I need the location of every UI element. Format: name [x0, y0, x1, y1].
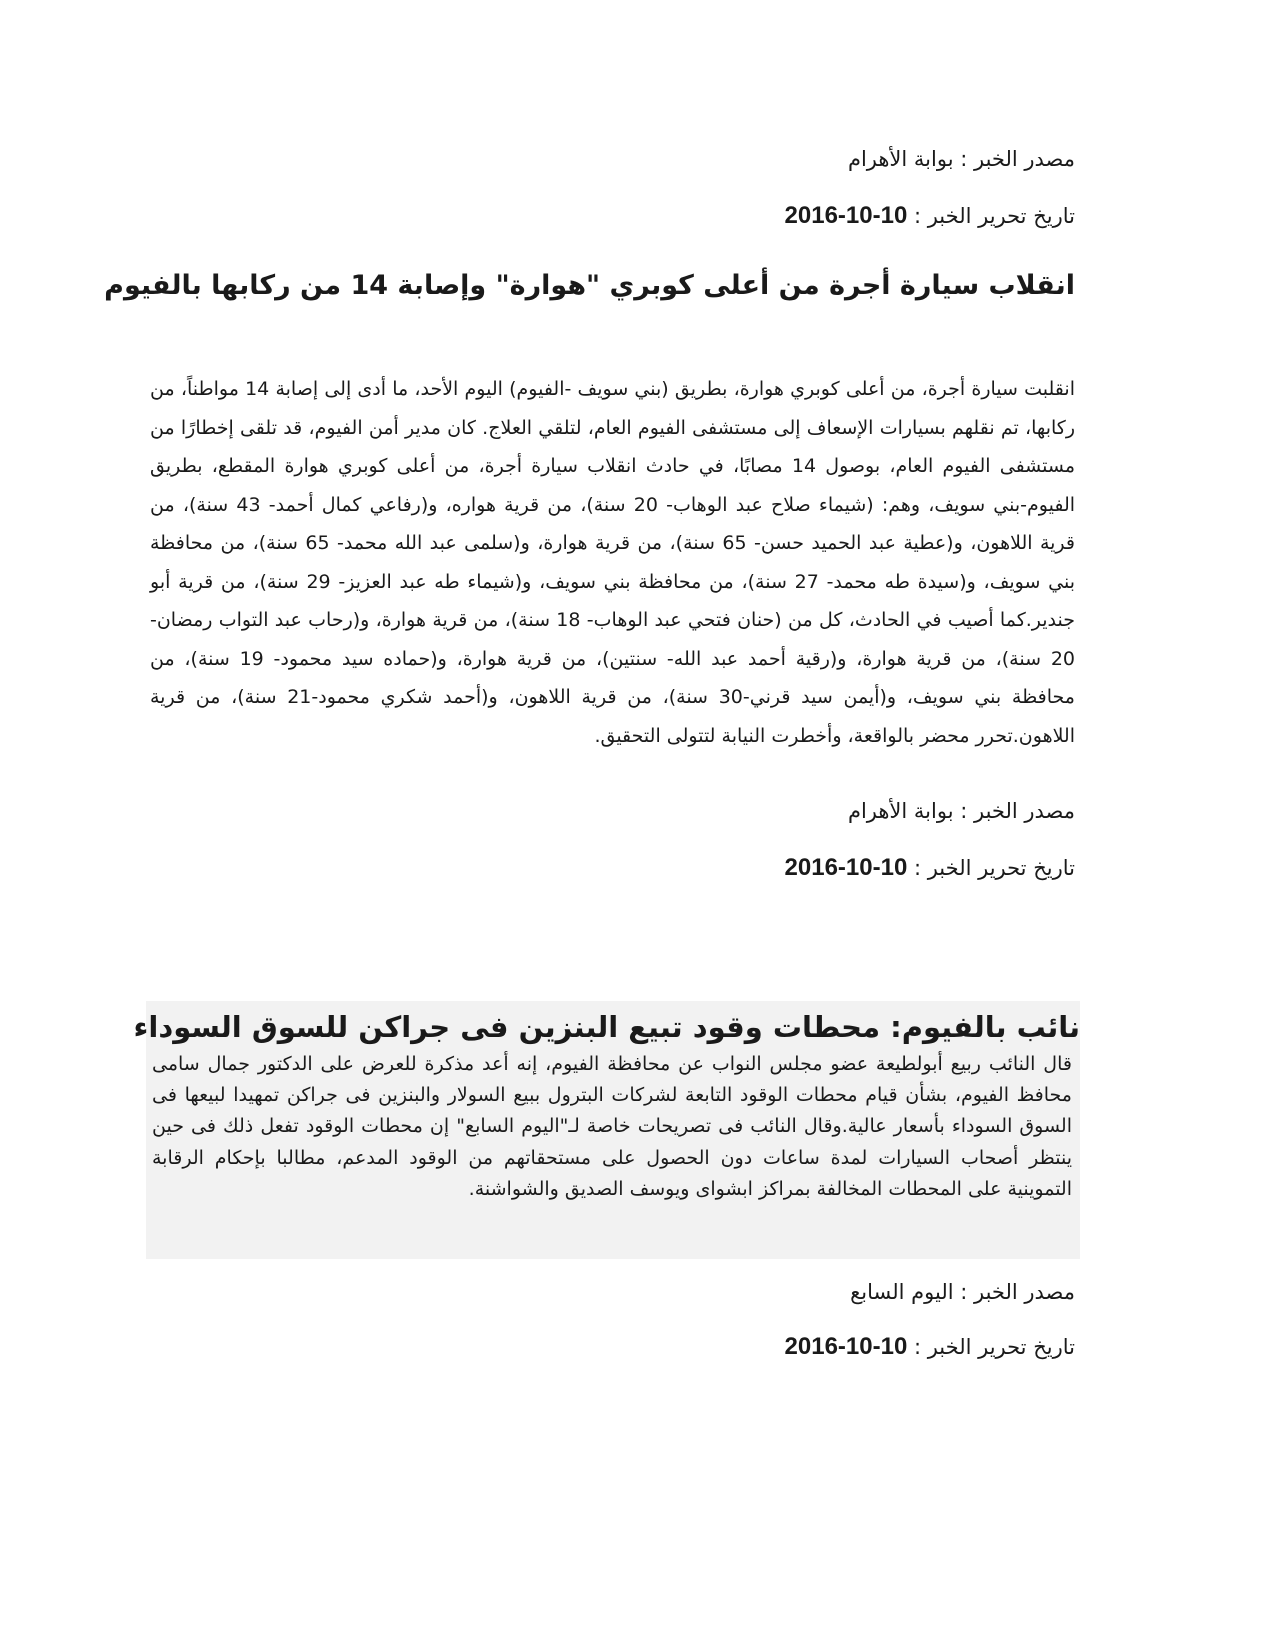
article1-date-line [785, 202, 1075, 230]
article2-box [133, 1001, 1080, 1259]
article2-footer-date-line [785, 1333, 1075, 1361]
article1-body: انقلبت سيارة أجرة، من أعلى كوبري هوارة، بطريق (بني سويف -الفيوم) اليوم الأحد، ما أدى إلى إصابة 14 مواطناً، من ركابها، تم نقلهم بسيارات الإسعاف إلى مستشفى الفيوم العام، لتلقي العلاج. كان مدير أمن الفيوم، قد تلقى إخطارًا من مستشفى الفيوم العام، بوصول 14 مصابًا، في حادث انقلاب سيارة أجرة، من أعلى كوبري هوارة المقطع، بطريق الفيوم-بني سويف، وهم: (شيماء صلاح عبد الوهاب- 20 سنة)، من قرية هواره، و(رفاعي كمال أحمد- 43 سنة)، من قرية اللاهون، و(عطية عبد الحميد حسن- 65 سنة)، من قرية هوارة، و(سلمى عبد الله محمد- 65 سنة)، من محافظة بني سويف، و(سيدة طه محمد- 27 سنة)، من محافظة بني سويف، و(شيماء طه عبد العزيز- 29 سنة)، من قرية أبو جندير.كما أصيب في الحادث، كل من (حنان فتحي عبد الوهاب- 18 سنة)، من قرية هوارة، و(رحاب عبد التواب رمضان- 20 سنة)، من قرية هوارة، و(رقية أحمد عبد الله- سنتين)، من قرية هوارة، و(حماده سيد محمود- 19 سنة)، من محافظة بني سويف، و(أيمن سيد قرني-30 سنة)، من قرية اللاهون، و(أحمد شكري محمود-21 سنة)، من قرية اللاهون.تحرر محضر بالواقعة، وأخطرت النيابة لتتولى التحقيق. [150, 378, 1076, 747]
article1-footer-source: مصدر الخبر : بوابة الأهرام [847, 799, 1075, 823]
article2-footer-source: مصدر الخبر : اليوم السابع [850, 1280, 1075, 1304]
article1-footer-date-label: تاريخ تحرير الخبر : [907, 856, 1075, 880]
article2-footer-date: 2016-10-10 [784, 1333, 908, 1360]
article2-footer-date-label: تاريخ تحرير الخبر : [907, 1335, 1075, 1359]
article2-title: نائب بالفيوم: محطات وقود تبيع البنزين فى جراكن للسوق السوداء [133, 1010, 1080, 1044]
article2-body: قال النائب ربيع أبولطيعة عضو مجلس النواب عن محافظة الفيوم، إنه أعد مذكرة للعرض على الدكتور جمال سامى محافظ الفيوم، بشأن قيام محطات الوقود التابعة لشركات البترول ببيع السولار والبنزين فى جراكن تمهيدا لبيعها فى السوق السوداء بأسعار عالية.وقال النائب فى تصريحات خاصة لـ"اليوم السابع" إن محطات الوقود تفعل ذلك فى حين ينتظر أصحاب السيارات لمدة ساعات دون الحصول على مستحقاتهم من الوقود المدعم، مطالبا بإحكام الرقابة التموينية على المحطات المخالفة بمراكز ابشواى ويوسف الصديق والشواشنة. [152, 1053, 1072, 1200]
article1-date: 2016-10-10 [784, 202, 908, 229]
article1-date-label: تاريخ تحرير الخبر : [907, 204, 1075, 228]
article1-footer-date: 2016-10-10 [784, 854, 908, 881]
article1-title: انقلاب سيارة أجرة من أعلى كوبري "هوارة" وإصابة 14 من ركابها بالفيوم [104, 270, 1075, 301]
article1-source: مصدر الخبر : بوابة الأهرام [847, 147, 1075, 171]
article1-footer-date-line [785, 854, 1075, 882]
